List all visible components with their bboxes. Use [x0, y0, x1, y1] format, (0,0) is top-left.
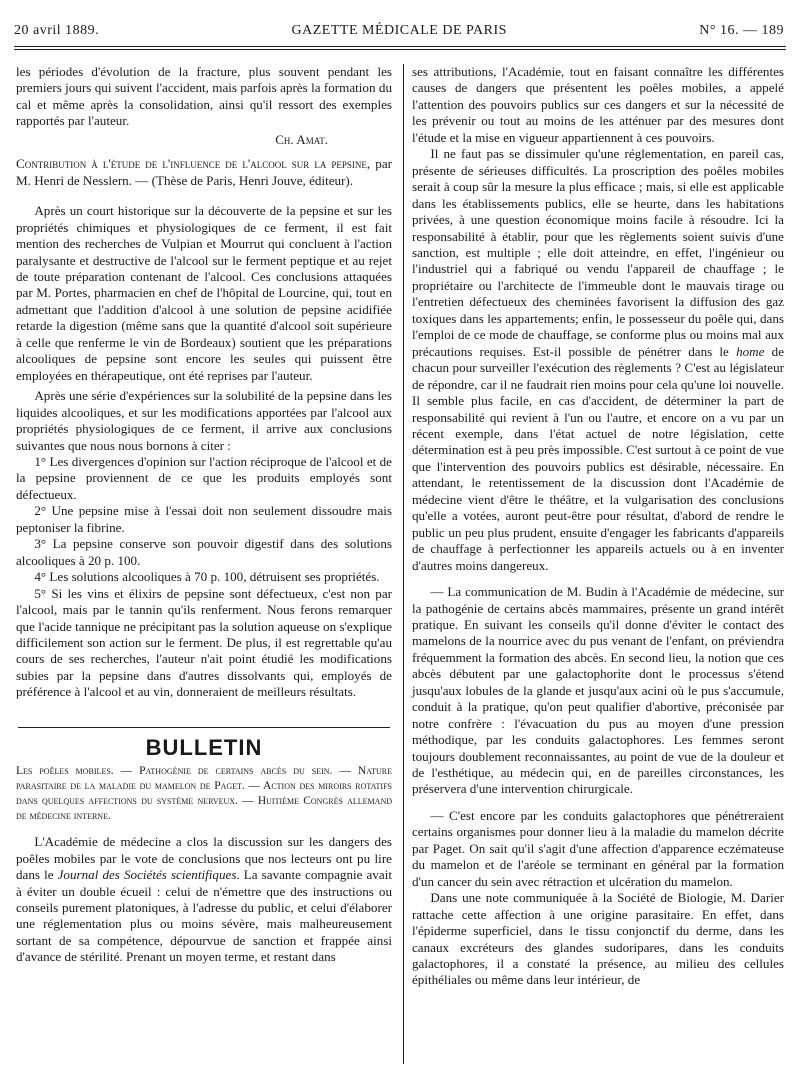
- paragraph: — C'est encore par les conduits galactophores que pénétreraient certains organismes pour donner lieu à la maladie du mamelon décrite par Paget. On sait qu'il s'agit d'une affection d'apparence eczémateuse du mamelon et de l'aréole se terminant en général par la formation d'un cancer du sein avec rétraction et ulcération du mamelon.: [412, 807, 784, 889]
- left-column: [16, 64, 392, 966]
- paragraph: Après une série d'expériences sur la solubilité de la pepsine dans les liquides alcooliques, et sur les modifications apportées par l'alcool aux propriétés physiologiques de ce ferment, il arrive aux conclusions suivantes que nous nous bornons à citer :: [16, 388, 392, 453]
- review-title-rest: par M. Henri de Nesslern. — (Thèse de Paris, Henri Jouve, éditeur).: [16, 156, 392, 188]
- italic-term: home: [736, 343, 765, 359]
- conclusion-item: 5° Si les vins et élixirs de pepsine sont défectueux, c'est non par l'alcool, mais par le tannin qu'ils renferment. Nous ferons remarquer que l'acide tannique ne précipitant pas la solution aqueuse on s'explique difficilement son action sur le ferment. De plus, il est regrettable qu'au cours de ses recherches, l'auteur n'ait point étudié les modifications subies par la pepsine dans d'autres dissolvants qui, employés de préférence à l'alcool et au vin, donneraient de meilleurs résultats.: [16, 585, 392, 700]
- header-page-number: N° 16. — 189: [699, 23, 784, 38]
- paragraph: ses attributions, l'Académie, tout en faisant connaître les différentes causes de dangers que présentent les poêles mobiles, a appelé l'attention des pouvoirs publics sur ces dangers et sur la nécessité de les prévenir ou tout au moins de les atténuer par des mesures dont l'étude et la mise en vigueur appartiennent à ces pouvoirs.: [412, 64, 784, 145]
- paragraph: les périodes d'évolution de la fracture, plus souvent pendant les premiers jours qui suivent l'accident, mais parfois après la formation du cal et même après la consolidation, ainsi qu'il ressort des exemples rapportés par l'auteur.: [16, 64, 392, 129]
- header-rule: [14, 46, 786, 47]
- author-signature: Ch. Amat.: [275, 131, 328, 147]
- header-rule-double: [14, 49, 786, 50]
- journal-reference: Journal des Sociétés scientifiques: [57, 867, 237, 883]
- paragraph: Dans une note communiquée à la Société de Biologie, M. Darier rattache cette affection à une origine parasitaire. En effet, dans l'épiderme superficiel, dans le tissu conjonctif du derme, dans les canaux excréteurs des glandes sudoripares, dans les conduits galactophores, il a constaté la présence, au milieu des cellules épithéliales ou même dans leur intérieur, de: [412, 890, 784, 988]
- paragraph: Il ne faut pas se dissimuler qu'une réglementation, en pareil cas, présente de sérieuses difficultés. La proscription des poêles mobiles serait à coup sûr la mesure la plus efficace ; mais, si elle est applicable dans les établissements publics, elle se heurte, dans les habitations privées, à une question économique moins facile à résoudre. Ici la responsabilité à établir, pour que les règlements soient suivis d'une sanction, est multiple ; elle doit atteindre, en effet, l'ingénieur ou l'industriel qui a fabriqué ou vendu l'appareil de chauffage ; le propriétaire ou l'architecte de l'immeuble dont le mauvais tirage ou l'entretien défectueux des cheminées favorisent la diffusion des gaz toxiques dans les appartements; enfin, le possesseur du poêle qui, dans l'emploi de ce mode de chauffage, se conforme plus ou moins mal aux précautions requises. Est-il possible de pénétrer dans le home de chacun pour surveiller l'exécution des règlements ? C'est au législateur de répondre, car il ne faudrait rien moins pour cela qu'une loi nouvelle. Il semble plus facile, en cas d'accident, de déterminer la part de responsabilité qui revient à l'un ou l'autre, et encore on a vu par un récent exemple, dans l'état actuel de notre législation, cette détermination est à peu près impossible. C'est surtout à ce point de vue que l'intervention des pouvoirs publics est désirable, nécessaire. En attendant, le retentissement de la discussion dont l'Académie de médecine vient d'être le théâtre, et la vulgarisation des conclusions qu'elle a votées, auront peut-être pour résultat, d'abord de rendre le public un peu plus prudent, ensuite d'engager les fabricants d'appareils de chauffage à perfectionner les appareils actuels ou à en inventer d'autres moins dangereux.: [412, 146, 785, 573]
- header-date: 20 avril 1889.: [14, 23, 100, 38]
- conclusion-item: 4° Les solutions alcooliques à 70 p. 100, détruisent ses propriétés.: [34, 569, 380, 585]
- conclusion-item: 1° Les divergences d'opinion sur l'action réciproque de l'alcool et de la pepsine proviennent de ce que les produits employés sont défectueux.: [16, 453, 392, 502]
- paragraph: Après un court historique sur la découverte de la pepsine et sur les propriétés chimiques et physiologiques de ce ferment, il est fait mention des recherches de Vulpian et Mourrut qui concluent à l'action paralysante et destructive de l'alcool sur le ferment peptique et au rejet de toute préparation contenant de l'alcool. Ces conclusions attaquées par M. Portes, pharmacien en chef de l'hôpital de Lourcine, qui, tout en admettant que l'addition d'alcool à une solution de pepsine acidifiée retarde la digestion (même sans que la quantité d'alcool soit supérieure à celle que renferme le vin de Bordeaux) soutient que les préparations alcooliques de pepsine sont encore les seules qui puissent être employées en thérapeutique, ont été reprises par l'auteur.: [16, 203, 392, 383]
- header-journal-title: GAZETTE MÉDICALE DE PARIS: [291, 23, 507, 38]
- bulletin-summary: Les poêles mobiles. — Pathogénie de certains abcès du sein. — Nature parasitaire de la maladie du mamelon de Paget. — Action des miroirs rotatifs dans quelques affections du système nerveux. — Huitième Congrès allemand de médecine interne.: [16, 765, 392, 823]
- conclusion-item: 2° Une pepsine mise à l'essai doit non seulement dissoudre mais peptoniser la fibrine.: [16, 503, 392, 535]
- column-divider: [403, 64, 404, 1064]
- right-column: [412, 64, 784, 989]
- review-title-lead: Contribution à l'étude de l'influence de l'alcool sur la pepsine,: [16, 156, 371, 172]
- paragraph: — La communication de M. Budin à l'Académie de médecine, sur la pathogénie de certains abcès mammaires, présente un grand intérêt pratique. En suivant les conseils qu'il donne d'éviter le contact des mamelons de la nourrice avec du pus venant de l'enfant, on préviendra fréquemment la formation des abcès. En second lieu, la notion que ces abcès débutent par une galactophorite dont le processus s'étend jusqu'aux lobules de la glande et jusqu'aux acini où le pus s'accumule, conduit à la pratique, qu'on peut qualifier d'abortive, préconisée par notre confrère : l'évacuation du pus au moyen d'une pression méthodique, par les conduits galactophores. Les femmes seront toujours doublement reconnaissantes, au point de vue de la douleur et de l'esthétique, au médecin qui, en de pareilles circonstances, les préservera d'une intervention chirurgicale.: [412, 584, 784, 797]
- page-header: [14, 20, 784, 42]
- section-rule: [18, 727, 390, 728]
- bulletin-section: [16, 727, 392, 760]
- conclusion-item: 3° La pepsine conserve son pouvoir digestif dans des solutions alcooliques à 20 p. 100.: [16, 536, 392, 568]
- bulletin-heading: BULLETIN: [145, 734, 263, 760]
- review-title: [16, 156, 392, 189]
- paragraph: L'Académie de médecine a clos la discussion sur les dangers des poêles mobiles par le vote de conclusions que nos lecteurs ont pu lire dans le Journal des Sociétés scientifiques. La savante compagnie avait à éviter un double écueil : celui de n'émettre que des instructions ou conseils purement platoniques, à l'adresse du public, et celui d'élaborer une réglementation plus ou moins sévère, mais malheureusement sortant de sa compétence, dépourvue de sanction et frappée ainsi d'avance de stérilité. Prenant un moyen terme, et restant dans: [16, 834, 392, 965]
